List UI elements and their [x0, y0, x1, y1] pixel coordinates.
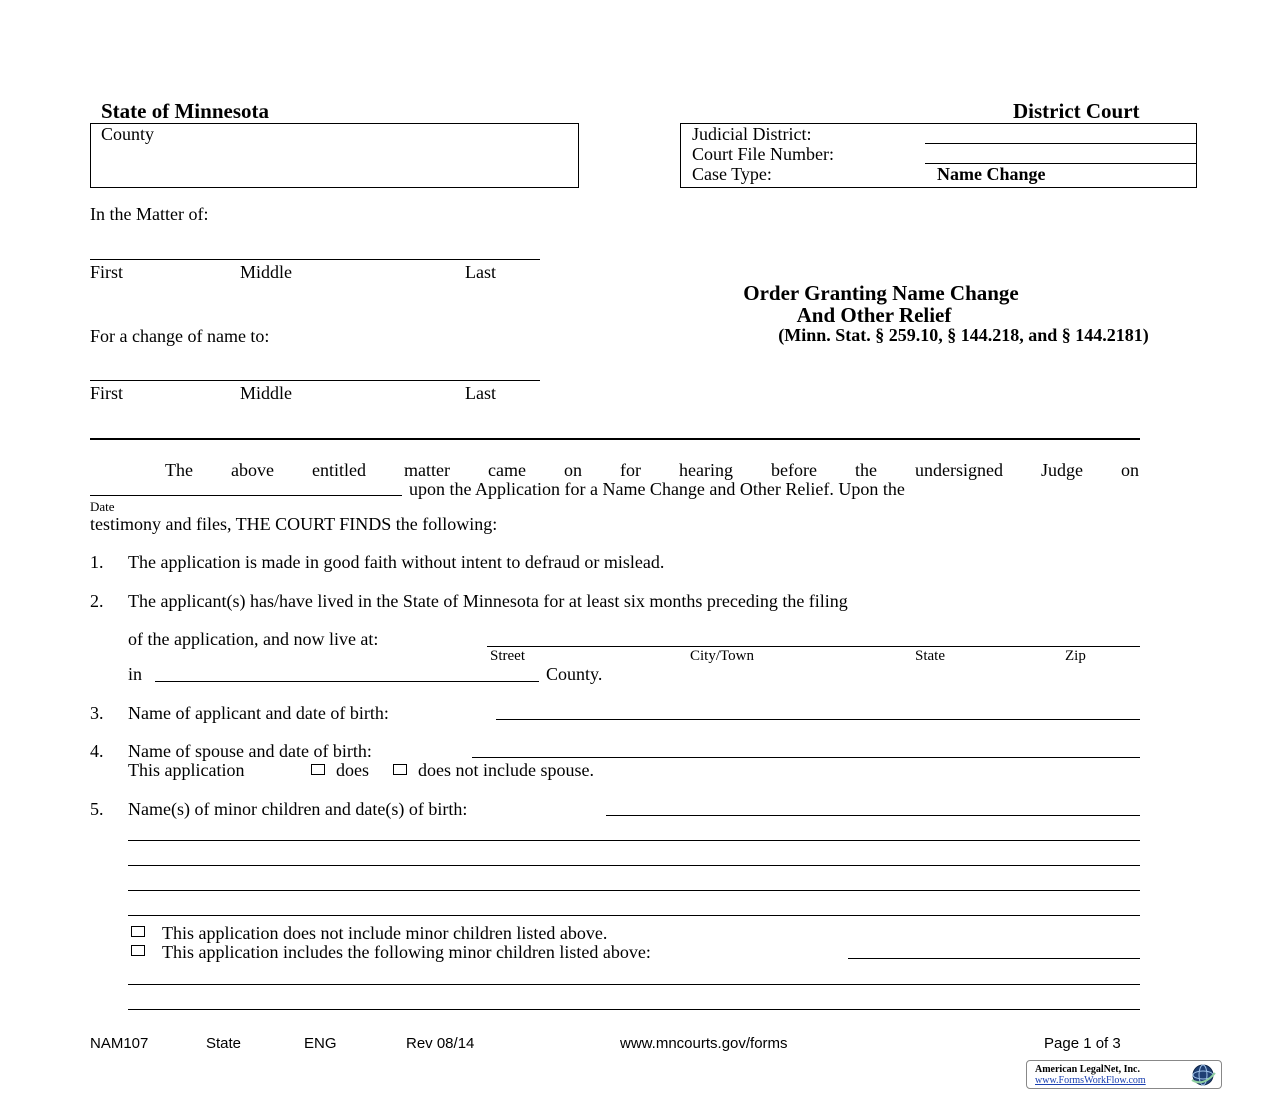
city-caption: City/Town [690, 648, 754, 664]
in-the-matter-of-label: In the Matter of: [90, 204, 209, 224]
no-children-checkbox[interactable] [131, 926, 145, 937]
item1-text: The application is made in good faith without intent to defraud or mislead. [128, 552, 665, 572]
spouse-does-not-checkbox[interactable] [393, 764, 407, 775]
address-field[interactable] [487, 646, 1140, 647]
date-caption: Date [90, 499, 115, 514]
county-box [90, 123, 579, 188]
item4-text: Name of spouse and date of birth: [128, 741, 372, 761]
includes-children-checkbox[interactable] [131, 945, 145, 956]
current-first-label: First [90, 262, 124, 282]
no-children-label: This application does not include minor children listed above. [162, 923, 608, 943]
court-file-number-label: Court File Number: [692, 144, 834, 164]
children-field-line1[interactable] [606, 815, 1140, 816]
intro-line1: The above entitled matter came on for hearing before the undersigned Judge on [165, 460, 1139, 480]
new-first-label: First [90, 383, 124, 403]
spouse-dob-field[interactable] [472, 757, 1140, 758]
badge-company: American LegalNet, Inc. [1035, 1064, 1140, 1075]
item2-text-line2: of the application, and now live at: [128, 629, 379, 649]
new-last-label: Last [465, 383, 496, 403]
item3-text: Name of applicant and date of birth: [128, 703, 389, 723]
state-caption: State [915, 648, 945, 664]
case-type-label: Case Type: [692, 164, 772, 184]
item4-application-label: This application [128, 760, 245, 780]
item1-number: 1. [90, 552, 104, 572]
children-field-line4[interactable] [128, 890, 1140, 891]
item3-number: 3. [90, 703, 104, 723]
included-children-field-line2[interactable] [128, 984, 1140, 985]
order-title-line2: And Other Relief [796, 303, 952, 327]
forms-workflow-badge[interactable] [1026, 1060, 1222, 1089]
included-children-field-line3[interactable] [128, 1009, 1140, 1010]
in-label: in [128, 664, 143, 684]
case-type-value: Name Change [937, 164, 1046, 184]
case-info-box [680, 123, 1197, 188]
included-children-field-line1[interactable] [848, 958, 1140, 959]
change-to-label: For a change of name to: [90, 326, 270, 346]
state-heading: State of Minnesota [101, 99, 269, 123]
item2-number: 2. [90, 591, 104, 611]
intro-line2: upon the Application for a Name Change and Other Relief. Upon the [409, 479, 905, 499]
judicial-district-label: Judicial District: [692, 124, 812, 144]
county-label: County [101, 124, 155, 144]
zip-caption: Zip [1065, 648, 1086, 664]
current-middle-label: Middle [240, 262, 292, 282]
item4-number: 4. [90, 741, 104, 761]
footer-url[interactable]: www.mncourts.gov/forms [620, 1035, 788, 1052]
hearing-date-field[interactable] [90, 495, 402, 496]
current-last-label: Last [465, 262, 496, 282]
footer-revision: Rev 08/14 [406, 1035, 475, 1052]
footer-language: ENG [304, 1035, 337, 1052]
county-residence-field[interactable] [155, 681, 539, 682]
street-caption: Street [490, 648, 525, 664]
new-name-field[interactable] [90, 380, 540, 381]
item5-text: Name(s) of minor children and date(s) of birth: [128, 799, 468, 819]
footer-form-id: NAM107 [90, 1035, 149, 1052]
spouse-does-checkbox[interactable] [311, 764, 325, 775]
section-divider [90, 438, 1140, 440]
children-field-line5[interactable] [128, 915, 1140, 916]
badge-url: www.FormsWorkFlow.com [1035, 1075, 1146, 1086]
item2-text-line1: The applicant(s) has/have lived in the State of Minnesota for at least six months preceding the filing [128, 591, 848, 611]
court-file-number-field[interactable] [925, 163, 1197, 164]
children-field-line2[interactable] [128, 840, 1140, 841]
children-field-line3[interactable] [128, 865, 1140, 866]
spouse-does-not-label: does not include spouse. [418, 760, 594, 780]
item5-number: 5. [90, 799, 104, 819]
footer-jurisdiction: State [206, 1035, 242, 1052]
judicial-district-field[interactable] [925, 143, 1197, 144]
new-middle-label: Middle [240, 383, 292, 403]
includes-children-label: This application includes the following minor children listed above: [162, 942, 651, 962]
globe-icon [1187, 1063, 1219, 1087]
spouse-does-label: does [336, 760, 369, 780]
court-heading: District Court [1013, 99, 1140, 123]
footer-page-number: Page 1 of 3 [1044, 1035, 1121, 1052]
current-name-field[interactable] [90, 259, 540, 260]
order-title-line1: Order Granting Name Change [743, 281, 1019, 305]
applicant-dob-field[interactable] [496, 719, 1140, 720]
order-title-statute: (Minn. Stat. § 259.10, § 144.218, and § 144.2181) [778, 325, 1149, 345]
county-suffix: County. [546, 664, 603, 684]
intro-line3: testimony and files, THE COURT FINDS the following: [90, 514, 498, 534]
